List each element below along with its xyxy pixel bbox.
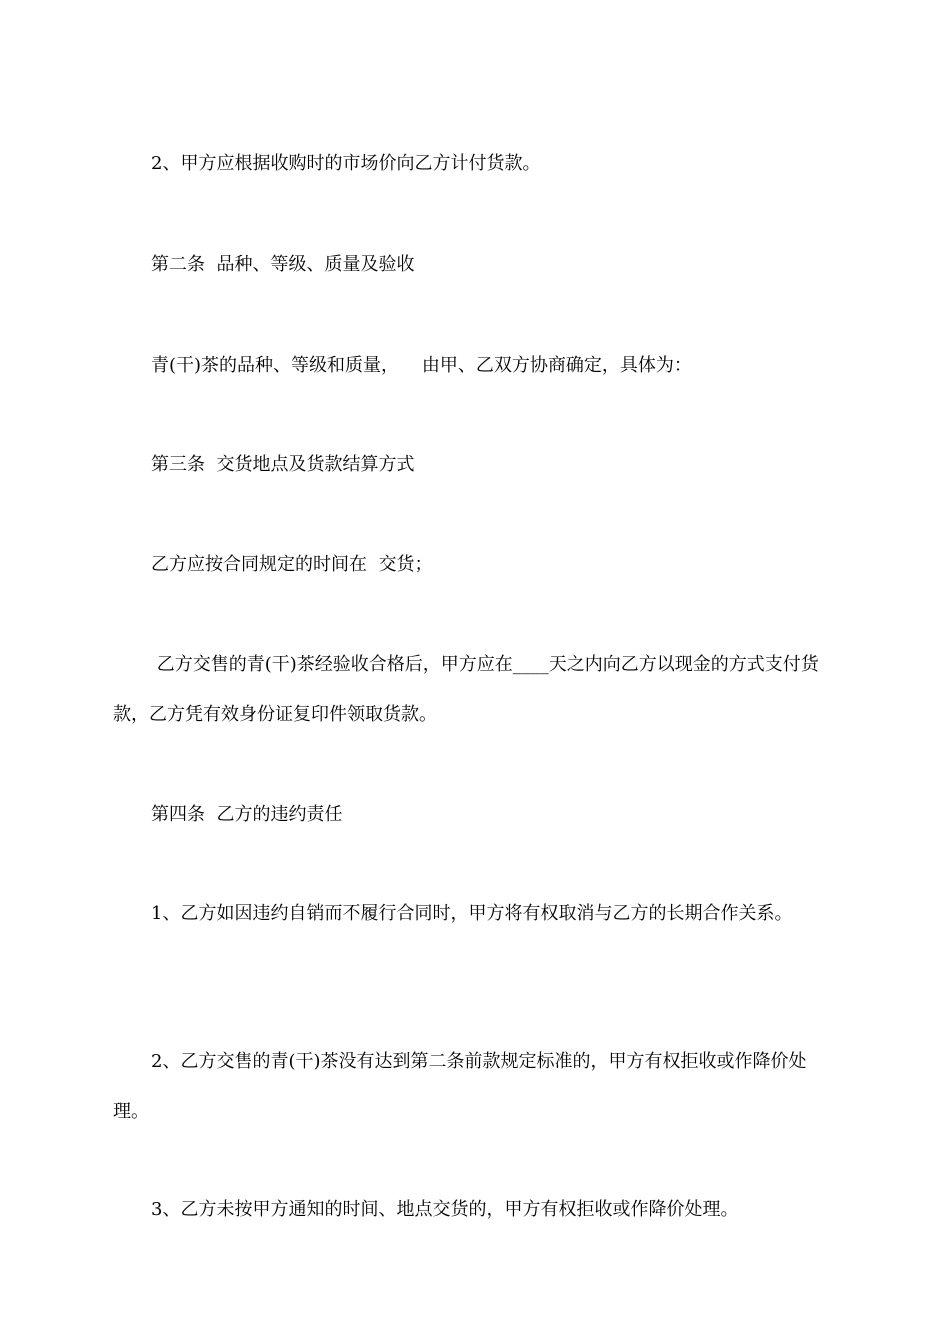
article-3-heading: 第三条 交货地点及货款结算方式 bbox=[151, 454, 415, 475]
article-4-item-1: 1、乙方如因违约自销而不履行合同时，甲方将有权取消与乙方的长期合作关系。 bbox=[151, 903, 793, 924]
article-2-heading: 第二条 品种、等级、质量及验收 bbox=[151, 254, 415, 275]
clause-1-item-2: 2、甲方应根据收购时的市场价向乙方计付货款。 bbox=[151, 153, 541, 174]
article-4-item-2: 2、乙方交售的青(干)茶没有达到第二条前款规定标准的，甲方有权拒收或作降价处理。 bbox=[113, 1051, 807, 1122]
article-2-body: 青(干)茶的品种、等级和质量， 由甲、乙双方协商确定，具体为： bbox=[151, 355, 692, 376]
article-4-item-3: 3、乙方未按甲方通知的时间、地点交货的，甲方有权拒收或作降价处理。 bbox=[151, 1199, 739, 1220]
article-4-heading: 第四条 乙方的违约责任 bbox=[151, 804, 343, 825]
article-3-delivery: 乙方应按合同规定的时间在 交货； bbox=[151, 554, 433, 575]
article-3-payment: 乙方交售的青(干)茶经验收合格后，甲方应在____天之内向乙方以现金的方式支付货款，乙方凭有效身份证复印件领取货款。 bbox=[113, 654, 819, 725]
